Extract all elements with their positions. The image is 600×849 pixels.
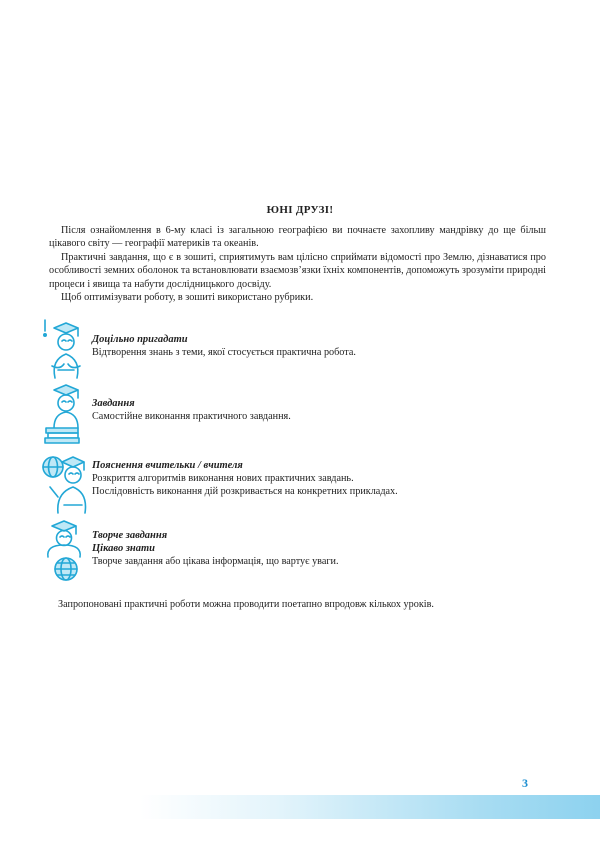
teacher-with-globe-icon: [40, 453, 90, 515]
rubric-creative: [40, 519, 550, 589]
rubric-teacher-explanation: [40, 453, 550, 523]
rubric-task-desc: Самостійне виконання практичного завдання.: [92, 411, 291, 422]
rubric-creative-text: [92, 529, 547, 568]
rubric-interesting-name: Цікаво знати: [92, 543, 156, 554]
rubric-creative-name: Творче завдання: [92, 530, 168, 541]
rubric-teacher-desc-2: Послідовність виконання дій розкривається на конкретних прикладах.: [92, 486, 398, 498]
rubric-task: [40, 382, 550, 452]
intro-text: [49, 224, 546, 304]
closing-text: Запропоновані практичні роботи можна проводити поетапно впродовж кількох уроків.: [58, 599, 434, 610]
rubric-task-text: [92, 397, 547, 423]
rubric-recall-name: Доцільно пригадати: [92, 334, 188, 345]
rubric-task-name: Завдання: [92, 398, 135, 409]
rubric-recall: [40, 318, 550, 388]
rubric-creative-desc: Творче завдання або цікава інформація, що вартує уваги.: [92, 556, 339, 567]
intro-paragraph-2: Практичні завдання, що є в зошиті, сприятимуть вам цілісно сприймати відомості про Землю, дізнаватися про особливості земних оболонок та встановлювати взаємозв’язки їхніх компонентів, допоможуть зрозуміти природні процеси і явища та набути дослідницького досвіду.: [49, 251, 546, 290]
rubric-teacher-desc-1: Розкриття алгоритмів виконання нових практичних завдань.: [92, 473, 354, 484]
rubric-teacher-name: Пояснення вчительки / вчителя: [92, 460, 243, 471]
intro-paragraph-3: Щоб оптимізувати роботу, в зошиті використано рубрики.: [61, 292, 314, 304]
rubric-recall-desc: Відтворення знань з теми, якої стосується практична робота.: [92, 347, 356, 358]
footer-gradient-bar: [140, 795, 600, 819]
student-with-books-icon: [40, 382, 90, 444]
intro-paragraph-1: Після ознайомлення в 6-му класі із загальною географією ви почнаєте захопливу мандрівку до ще більш цікавого світу — географії материків та океанів.: [49, 225, 546, 250]
globe-creative-icon: [40, 519, 90, 581]
rubric-recall-text: [92, 333, 547, 359]
exclamation-learner-icon: [40, 318, 90, 380]
page-title: ЮНІ ДРУЗІ!: [266, 204, 334, 216]
rubric-teacher-text: [92, 459, 547, 498]
page-number: 3: [522, 776, 528, 790]
